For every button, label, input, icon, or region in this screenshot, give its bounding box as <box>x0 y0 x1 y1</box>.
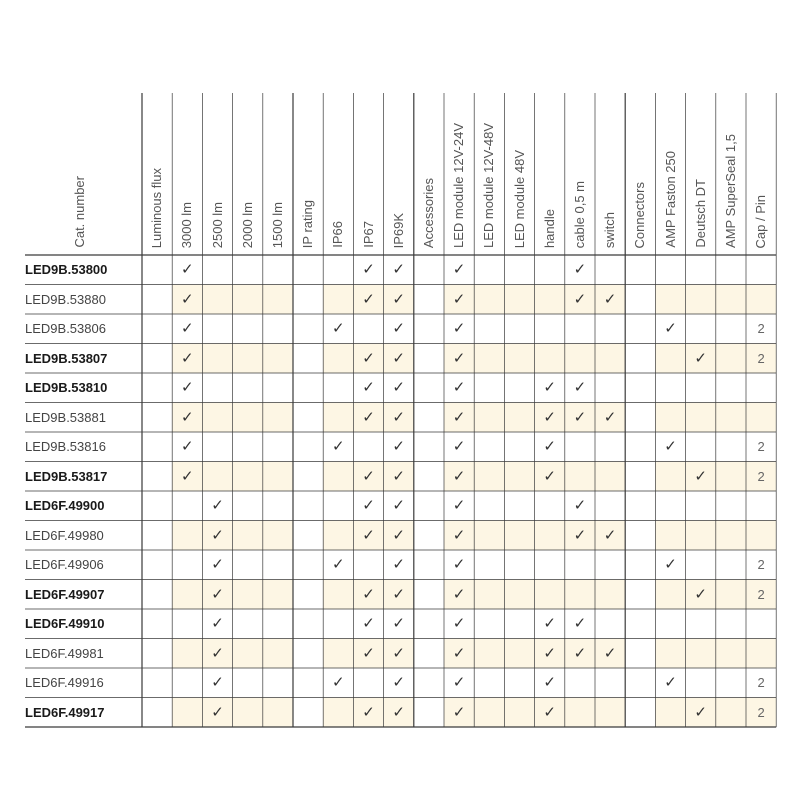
check-mark-handle: ✓ <box>543 379 556 396</box>
column-header-m48: LED module 48V <box>511 149 527 248</box>
check-mark-m1224: ✓ <box>452 526 466 544</box>
cap-pin-value: 2 <box>757 439 765 454</box>
check-mark-ip67: ✓ <box>362 467 375 485</box>
check-mark-l2500: ✓ <box>211 497 224 514</box>
check-mark-l3000: ✓ <box>180 408 194 426</box>
check-mark-cable: ✓ <box>573 408 587 426</box>
column-header-m1248: LED module 12V-48V <box>481 122 497 248</box>
check-mark-l3000: ✓ <box>180 438 194 455</box>
cat-number: LED9B.53816 <box>25 439 106 454</box>
column-header-conn: Connectors <box>632 181 648 248</box>
check-mark-l3000: ✓ <box>180 467 194 485</box>
column-header-l1500: 1500 lm <box>269 201 285 248</box>
check-mark-ip69k: ✓ <box>392 438 405 455</box>
check-mark-ip67: ✓ <box>362 408 375 426</box>
cat-number: LED9B.53806 <box>25 321 106 336</box>
check-mark-m1224: ✓ <box>452 438 466 455</box>
check-mark-l3000: ✓ <box>180 290 194 308</box>
cat-number: LED6F.49907 <box>25 586 105 602</box>
check-mark-ip66: ✓ <box>331 320 345 337</box>
check-mark-cable: ✓ <box>573 644 587 662</box>
check-mark-m1224: ✓ <box>452 320 466 337</box>
check-mark-m1224: ✓ <box>452 349 466 367</box>
check-mark-ip69k: ✓ <box>392 261 405 278</box>
check-mark-m1224: ✓ <box>452 497 466 514</box>
check-mark-ip69k: ✓ <box>392 349 405 367</box>
check-mark-switch: ✓ <box>603 290 617 308</box>
check-mark-ip69k: ✓ <box>392 526 405 544</box>
check-mark-ip67: ✓ <box>362 290 375 308</box>
check-mark-handle: ✓ <box>543 644 556 662</box>
check-mark-handle: ✓ <box>543 674 556 691</box>
check-mark-ip67: ✓ <box>362 379 375 396</box>
check-mark-ip67: ✓ <box>362 261 375 278</box>
check-mark-l2500: ✓ <box>211 644 224 662</box>
column-header-l3000: 3000 lm <box>179 201 195 248</box>
check-mark-ip69k: ✓ <box>392 408 405 426</box>
check-mark-l3000: ✓ <box>180 349 194 367</box>
column-header-l2500: 2500 lm <box>209 201 225 248</box>
check-mark-handle: ✓ <box>543 438 556 455</box>
check-mark-handle: ✓ <box>543 408 556 426</box>
cat-number: LED9B.53881 <box>25 409 106 425</box>
column-header-iprating: IP rating <box>300 199 316 248</box>
cat-number: LED6F.49980 <box>25 527 104 543</box>
cap-pin-value: 2 <box>757 586 765 602</box>
check-mark-deutsch: ✓ <box>694 467 707 485</box>
check-mark-handle: ✓ <box>543 467 556 485</box>
check-mark-m1224: ✓ <box>452 585 466 603</box>
column-header-ip67: IP67 <box>360 221 376 248</box>
cap-pin-value: 2 <box>757 557 765 572</box>
check-mark-amp: ✓ <box>664 674 677 691</box>
check-mark-l2500: ✓ <box>211 585 224 603</box>
check-mark-ip67: ✓ <box>362 585 375 603</box>
cat-number: LED6F.49916 <box>25 675 104 690</box>
cap-pin-value: 2 <box>757 468 765 484</box>
check-mark-ip69k: ✓ <box>392 379 405 396</box>
check-mark-amp: ✓ <box>664 438 677 455</box>
check-mark-m1224: ✓ <box>452 467 466 485</box>
column-header-superseal: AMP SuperSeal 1,5 <box>722 134 738 248</box>
check-mark-m1224: ✓ <box>452 261 466 278</box>
check-mark-cable: ✓ <box>573 497 587 514</box>
check-mark-ip67: ✓ <box>362 497 375 514</box>
check-mark-ip69k: ✓ <box>392 644 405 662</box>
check-mark-deutsch: ✓ <box>694 349 707 367</box>
check-mark-deutsch: ✓ <box>694 585 707 603</box>
column-header-m1224: LED module 12V-24V <box>451 122 467 248</box>
cat-number: LED6F.49906 <box>25 557 104 572</box>
check-mark-l3000: ✓ <box>180 379 194 396</box>
check-mark-m1224: ✓ <box>452 644 466 662</box>
check-mark-ip69k: ✓ <box>392 497 405 514</box>
check-mark-switch: ✓ <box>603 644 617 662</box>
check-mark-ip69k: ✓ <box>392 674 405 691</box>
check-mark-ip67: ✓ <box>362 703 375 721</box>
check-mark-ip66: ✓ <box>331 674 345 691</box>
cat-number: LED9B.53800 <box>25 262 108 277</box>
check-mark-cable: ✓ <box>573 379 587 396</box>
check-mark-cable: ✓ <box>573 615 587 632</box>
check-mark-ip69k: ✓ <box>392 556 405 573</box>
check-mark-ip69k: ✓ <box>392 467 405 485</box>
column-header-deutsch: Deutsch DT <box>692 179 708 248</box>
check-mark-l2500: ✓ <box>211 526 224 544</box>
check-mark-switch: ✓ <box>603 408 617 426</box>
check-mark-l2500: ✓ <box>211 556 224 573</box>
cat-number: LED9B.53880 <box>25 291 106 307</box>
cap-pin-value: 2 <box>757 350 765 366</box>
cat-number: LED6F.49917 <box>25 704 105 720</box>
check-mark-ip69k: ✓ <box>392 615 405 632</box>
check-mark-ip69k: ✓ <box>392 290 405 308</box>
check-mark-l3000: ✓ <box>180 320 194 337</box>
check-mark-m1224: ✓ <box>452 703 466 721</box>
cap-pin-value: 2 <box>757 675 765 690</box>
column-header-handle: handle <box>541 208 557 248</box>
check-mark-switch: ✓ <box>603 526 617 544</box>
cat-number: LED9B.53817 <box>25 468 108 484</box>
check-mark-ip69k: ✓ <box>392 320 405 337</box>
column-header-ip69k: IP69K <box>390 212 406 248</box>
check-mark-handle: ✓ <box>543 703 556 721</box>
check-mark-cable: ✓ <box>573 526 587 544</box>
column-header-cat: Cat. number <box>72 176 87 248</box>
check-mark-ip67: ✓ <box>362 644 375 662</box>
cat-number: LED6F.49900 <box>25 498 105 513</box>
check-mark-amp: ✓ <box>664 320 677 337</box>
column-header-l2000: 2000 lm <box>239 201 255 248</box>
check-mark-handle: ✓ <box>543 615 556 632</box>
column-header-switch: switch <box>602 211 618 248</box>
check-mark-cable: ✓ <box>573 290 587 308</box>
check-mark-ip67: ✓ <box>362 615 375 632</box>
cat-number: LED6F.49981 <box>25 645 104 661</box>
check-mark-cable: ✓ <box>573 261 587 278</box>
check-mark-ip66: ✓ <box>331 438 345 455</box>
check-mark-l2500: ✓ <box>211 674 224 691</box>
check-mark-l2500: ✓ <box>211 615 224 632</box>
check-mark-m1224: ✓ <box>452 615 466 632</box>
check-mark-ip66: ✓ <box>331 556 345 573</box>
check-mark-l3000: ✓ <box>180 261 194 278</box>
check-mark-m1224: ✓ <box>452 674 466 691</box>
check-mark-l2500: ✓ <box>211 703 224 721</box>
cat-number: LED9B.53807 <box>25 350 108 366</box>
column-header-acc: Accessories <box>420 177 436 248</box>
column-header-cap: Cap / Pin <box>753 194 769 248</box>
check-mark-m1224: ✓ <box>452 379 466 396</box>
check-mark-m1224: ✓ <box>452 290 466 308</box>
cap-pin-value: 2 <box>757 704 765 720</box>
column-header-ip66: IP66 <box>330 221 346 248</box>
cap-pin-value: 2 <box>757 321 765 336</box>
cat-number: LED6F.49910 <box>25 616 105 631</box>
check-mark-ip67: ✓ <box>362 349 375 367</box>
check-mark-amp: ✓ <box>664 556 677 573</box>
column-header-amp: AMP Faston 250 <box>662 151 678 248</box>
check-mark-m1224: ✓ <box>452 408 466 426</box>
column-header-cable: cable 0,5 m <box>571 180 587 248</box>
cat-number: LED9B.53810 <box>25 380 108 395</box>
column-header-flux: Luminous flux <box>149 167 165 248</box>
check-mark-m1224: ✓ <box>452 556 466 573</box>
check-mark-ip69k: ✓ <box>392 703 405 721</box>
check-mark-deutsch: ✓ <box>694 703 707 721</box>
check-mark-ip69k: ✓ <box>392 585 405 603</box>
check-mark-ip67: ✓ <box>362 526 375 544</box>
